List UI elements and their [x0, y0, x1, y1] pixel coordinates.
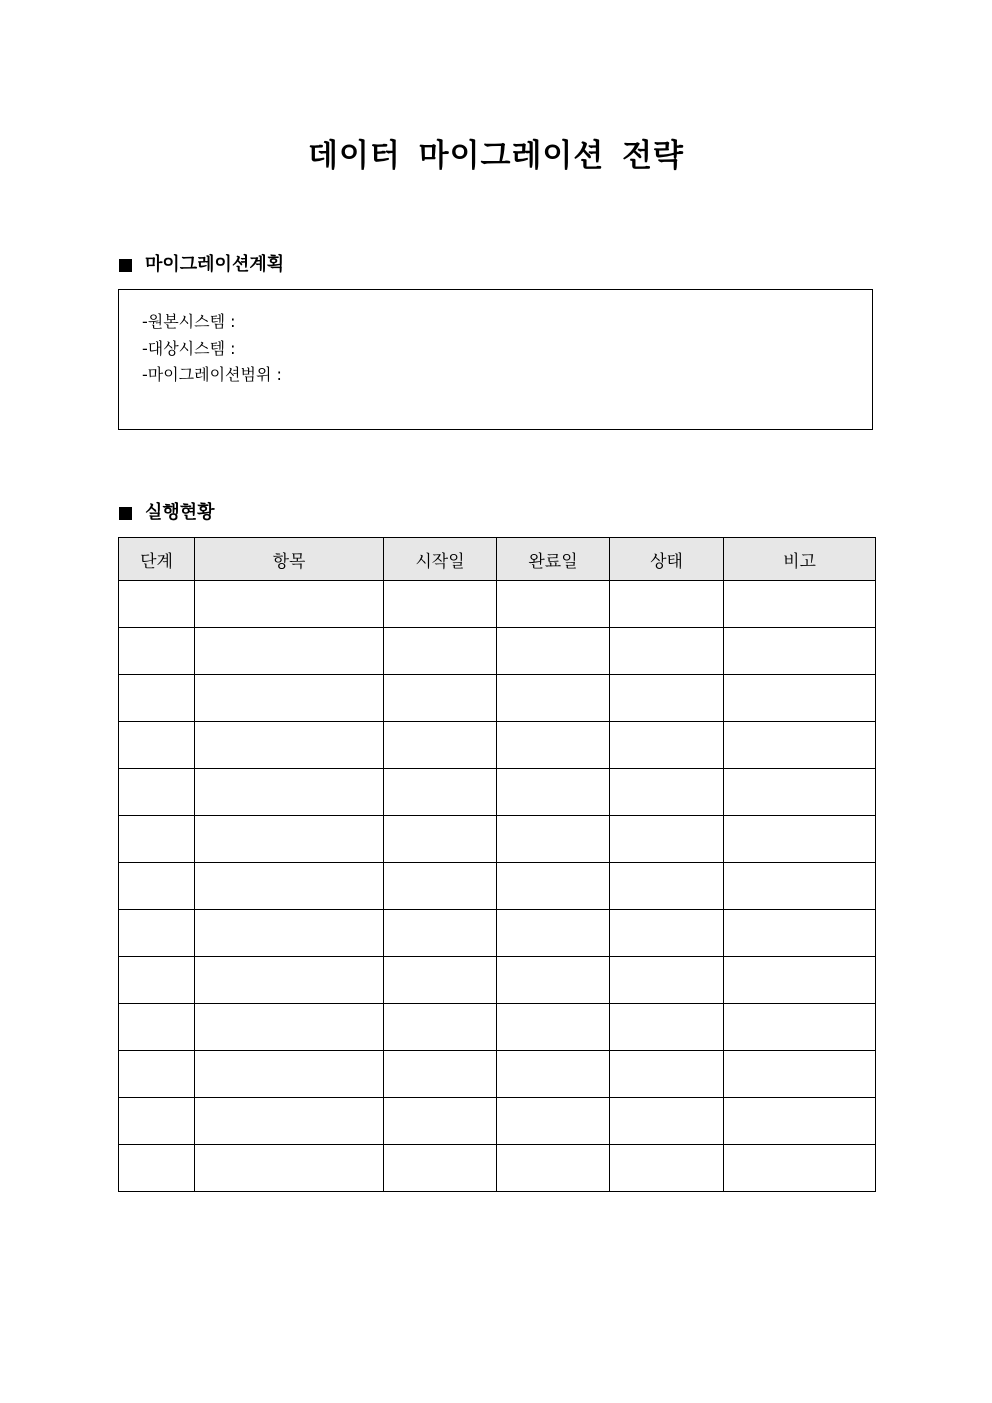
end-date-cell[interactable] [497, 1098, 610, 1145]
table-row [119, 1145, 876, 1192]
notes-cell[interactable] [724, 910, 876, 957]
status-section-title: 실행현황 [145, 502, 215, 523]
end-date-cell[interactable] [497, 769, 610, 816]
notes-cell[interactable] [724, 581, 876, 628]
start-date-cell[interactable] [384, 1004, 497, 1051]
table-row [119, 628, 876, 675]
notes-cell[interactable] [724, 863, 876, 910]
item-cell[interactable] [195, 675, 384, 722]
page-title: 데이터 마이그레이션 전략 [308, 138, 684, 174]
item-cell[interactable] [195, 1145, 384, 1192]
start-date-cell[interactable] [384, 722, 497, 769]
notes-cell[interactable] [724, 1098, 876, 1145]
item-cell[interactable] [195, 581, 384, 628]
step-cell[interactable] [119, 628, 195, 675]
status-cell[interactable] [610, 816, 724, 863]
end-date-cell[interactable] [497, 722, 610, 769]
start-date-cell[interactable] [384, 675, 497, 722]
start-date-cell[interactable] [384, 1098, 497, 1145]
start-date-cell[interactable] [384, 816, 497, 863]
notes-cell[interactable] [724, 1004, 876, 1051]
end-date-cell[interactable] [497, 1004, 610, 1051]
status-cell[interactable] [610, 1098, 724, 1145]
table-row [119, 957, 876, 1004]
step-cell[interactable] [119, 816, 195, 863]
column-header-step: 단계 [119, 538, 195, 581]
start-date-cell[interactable] [384, 957, 497, 1004]
notes-cell[interactable] [724, 769, 876, 816]
notes-cell[interactable] [724, 816, 876, 863]
step-cell[interactable] [119, 1004, 195, 1051]
square-bullet-icon [119, 259, 132, 272]
notes-cell[interactable] [724, 1145, 876, 1192]
table-row [119, 1098, 876, 1145]
step-cell[interactable] [119, 581, 195, 628]
table-row [119, 769, 876, 816]
column-header-notes: 비고 [724, 538, 876, 581]
notes-cell[interactable] [724, 675, 876, 722]
table-row [119, 910, 876, 957]
step-cell[interactable] [119, 675, 195, 722]
item-cell[interactable] [195, 910, 384, 957]
end-date-cell[interactable] [497, 863, 610, 910]
table-row [119, 816, 876, 863]
step-cell[interactable] [119, 722, 195, 769]
start-date-cell[interactable] [384, 628, 497, 675]
step-cell[interactable] [119, 957, 195, 1004]
status-cell[interactable] [610, 1145, 724, 1192]
end-date-cell[interactable] [497, 957, 610, 1004]
end-date-cell[interactable] [497, 910, 610, 957]
start-date-cell[interactable] [384, 769, 497, 816]
item-cell[interactable] [195, 1004, 384, 1051]
status-cell[interactable] [610, 581, 724, 628]
plan-section-heading [119, 253, 284, 277]
end-date-cell[interactable] [497, 1051, 610, 1098]
target-system-line[interactable]: -대상시스템 : [142, 338, 236, 358]
item-cell[interactable] [195, 722, 384, 769]
table-row [119, 675, 876, 722]
status-cell[interactable] [610, 1051, 724, 1098]
step-cell[interactable] [119, 863, 195, 910]
end-date-cell[interactable] [497, 675, 610, 722]
column-header-item: 항목 [195, 538, 384, 581]
status-cell[interactable] [610, 628, 724, 675]
step-cell[interactable] [119, 769, 195, 816]
start-date-cell[interactable] [384, 863, 497, 910]
table-row [119, 863, 876, 910]
item-cell[interactable] [195, 863, 384, 910]
source-system-line[interactable]: -원본시스템 : [142, 312, 236, 331]
table-row [119, 581, 876, 628]
status-section-heading [119, 501, 215, 525]
status-cell[interactable] [610, 957, 724, 1004]
status-cell[interactable] [610, 910, 724, 957]
step-cell[interactable] [119, 1051, 195, 1098]
table-row [119, 1051, 876, 1098]
plan-box [118, 289, 873, 430]
status-table [118, 537, 876, 1192]
plan-section-title: 마이그레이션계획 [145, 254, 285, 275]
notes-cell[interactable] [724, 628, 876, 675]
square-bullet-icon [119, 507, 132, 520]
status-cell[interactable] [610, 722, 724, 769]
notes-cell[interactable] [724, 722, 876, 769]
end-date-cell[interactable] [497, 1145, 610, 1192]
column-header-status: 상태 [610, 538, 724, 581]
status-cell[interactable] [610, 769, 724, 816]
notes-cell[interactable] [724, 957, 876, 1004]
item-cell[interactable] [195, 957, 384, 1004]
item-cell[interactable] [195, 628, 384, 675]
step-cell[interactable] [119, 1098, 195, 1145]
table-row [119, 1004, 876, 1051]
notes-cell[interactable] [724, 1051, 876, 1098]
migration-scope-line[interactable]: -마이그레이션범위 : [142, 365, 282, 384]
item-cell[interactable] [195, 769, 384, 816]
start-date-cell[interactable] [384, 910, 497, 957]
start-date-cell[interactable] [384, 1145, 497, 1192]
item-cell[interactable] [195, 1098, 384, 1145]
status-cell[interactable] [610, 675, 724, 722]
table-row [119, 722, 876, 769]
column-header-end-date: 완료일 [497, 538, 610, 581]
end-date-cell[interactable] [497, 581, 610, 628]
table-header-row [119, 538, 876, 581]
end-date-cell[interactable] [497, 816, 610, 863]
start-date-cell[interactable] [384, 581, 497, 628]
start-date-cell[interactable] [384, 1051, 497, 1098]
table-body [119, 581, 876, 1192]
item-cell[interactable] [195, 816, 384, 863]
column-header-start-date: 시작일 [384, 538, 497, 581]
end-date-cell[interactable] [497, 628, 610, 675]
status-cell[interactable] [610, 1004, 724, 1051]
step-cell[interactable] [119, 1145, 195, 1192]
step-cell[interactable] [119, 910, 195, 957]
status-cell[interactable] [610, 863, 724, 910]
item-cell[interactable] [195, 1051, 384, 1098]
